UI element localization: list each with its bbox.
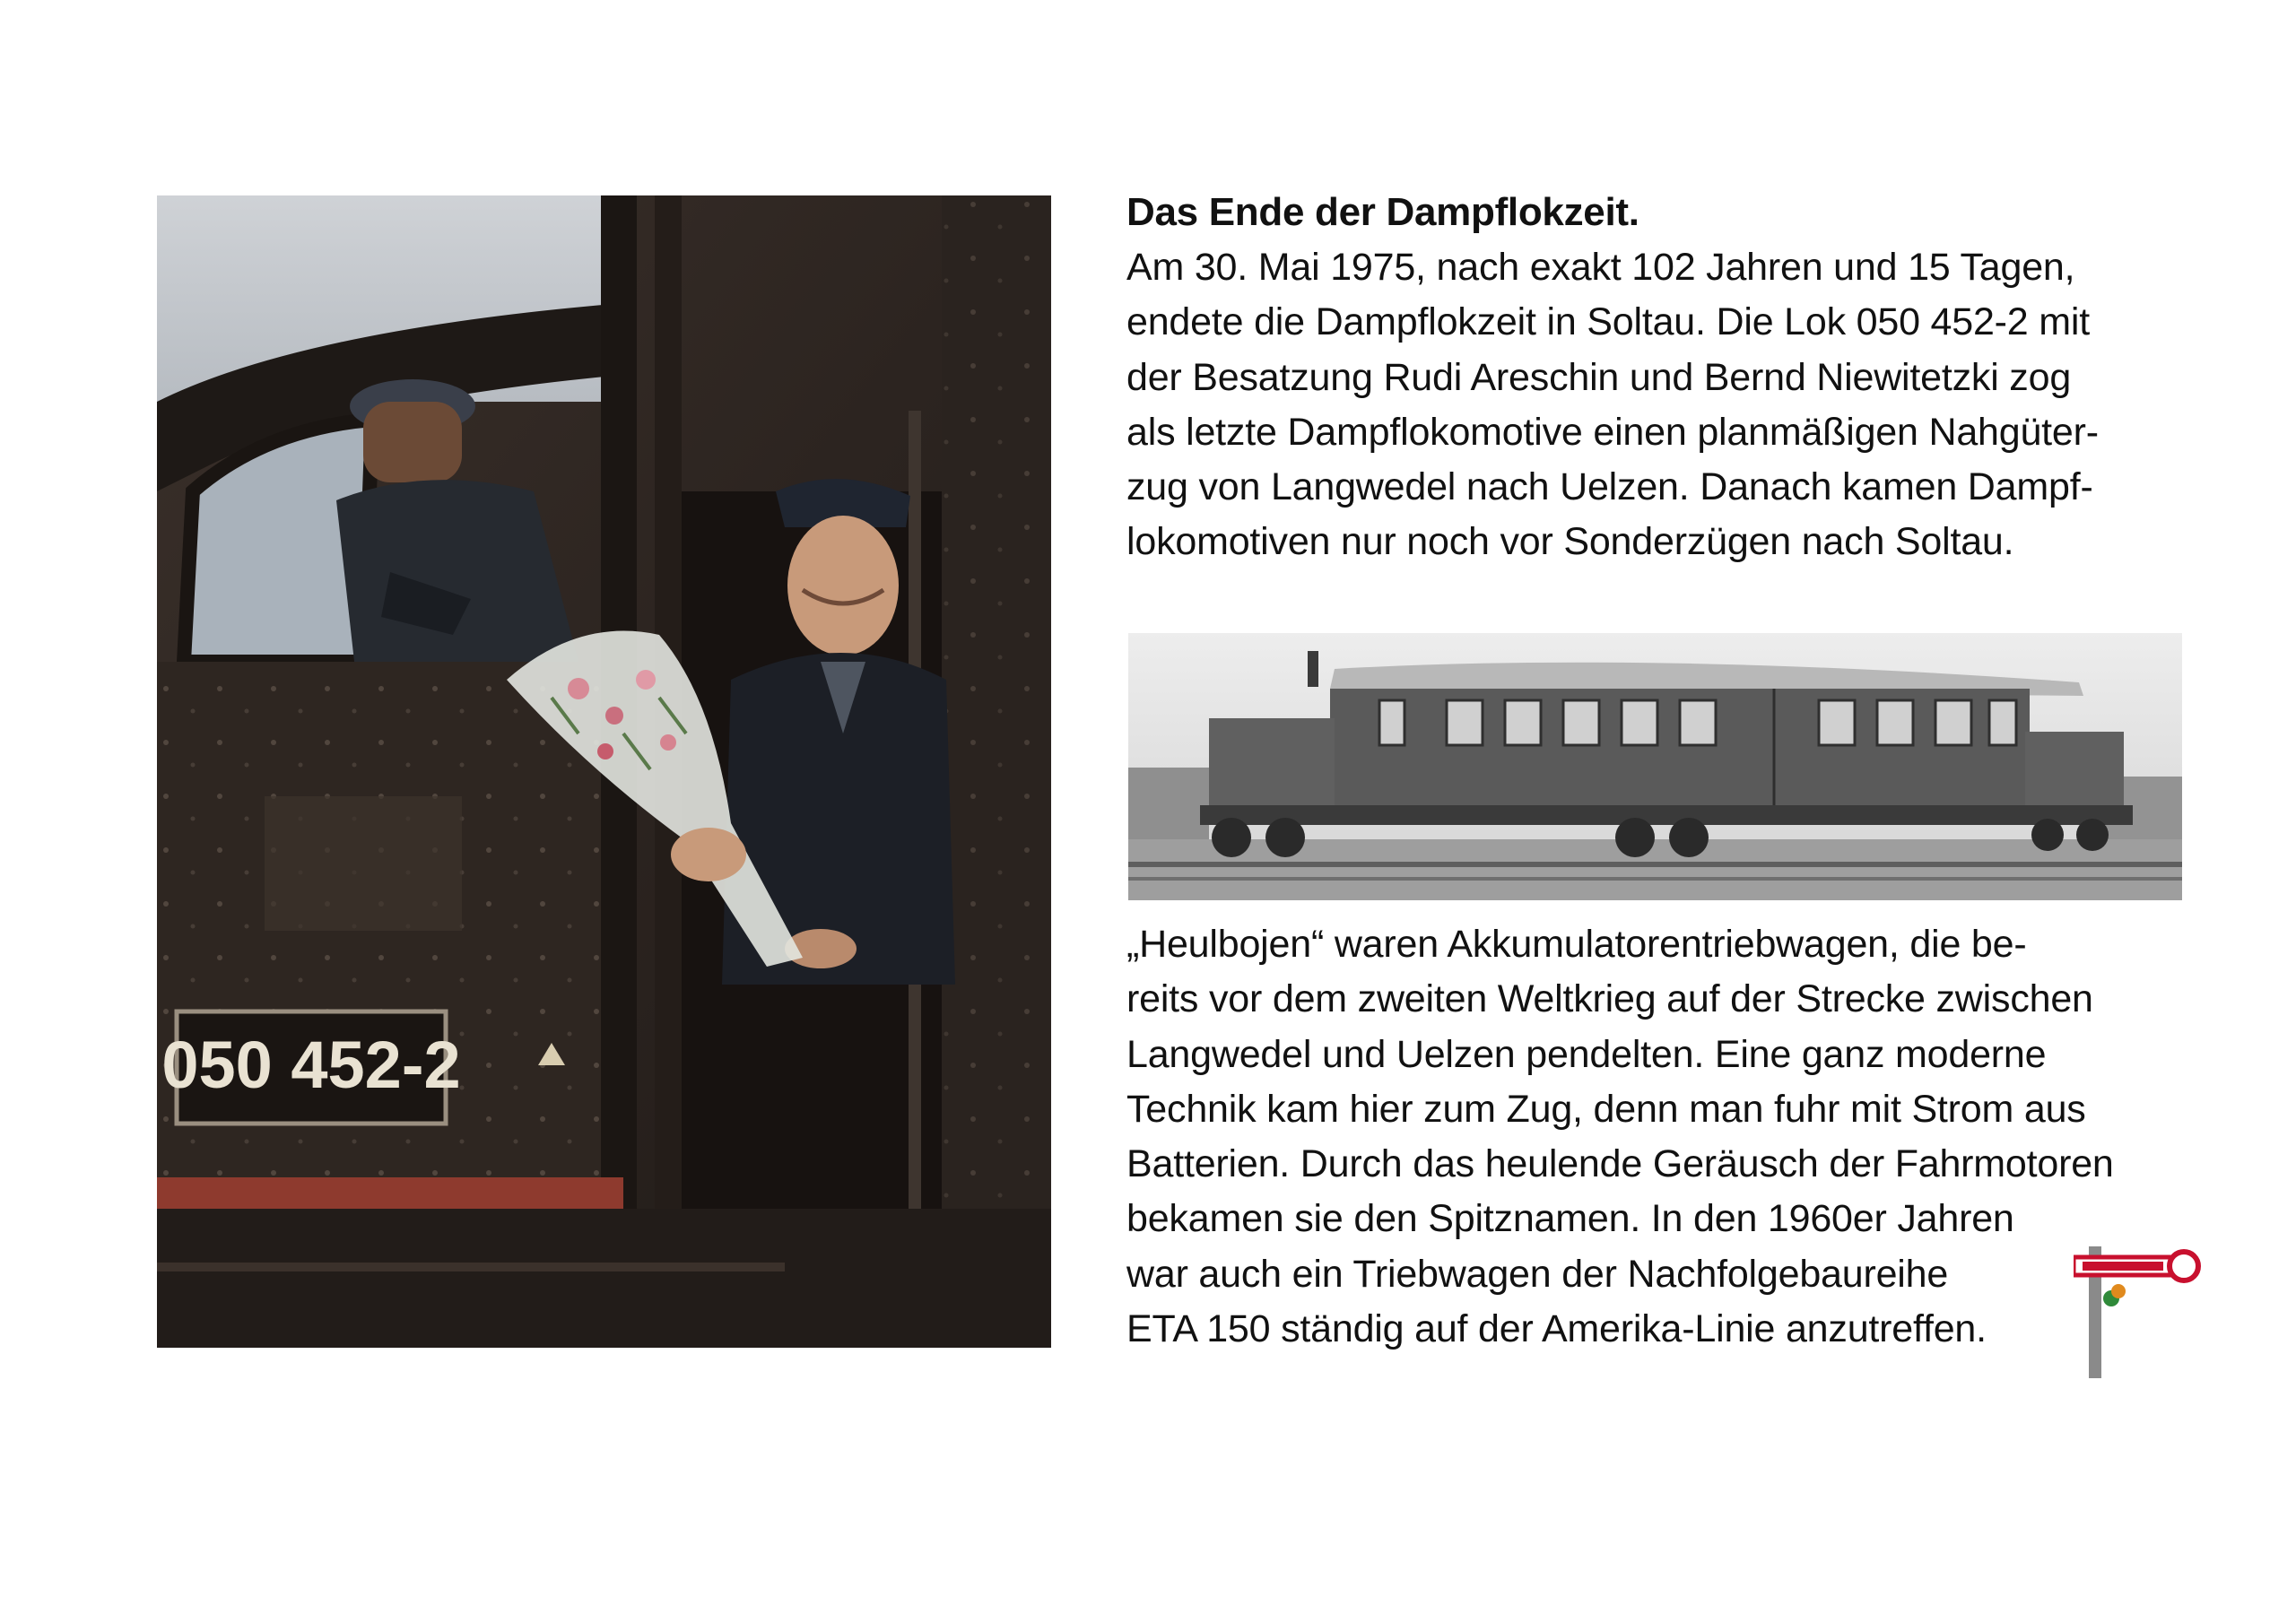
- railcar-illustration: [1128, 633, 2182, 900]
- text-line: zug von Langwedel nach Uelzen. Danach kamen Dampf-: [1126, 465, 2093, 509]
- text-line: Batterien. Durch das heulende Geräusch der Fahrmotoren: [1126, 1142, 2114, 1186]
- section-heading: Das Ende der Dampflokzeit.: [1126, 190, 1639, 234]
- locomotive-photo: [157, 195, 1051, 1348]
- locomotive-illustration: [157, 195, 1051, 1348]
- paragraph-heulbojen: [1126, 917, 2114, 1357]
- text-line: „Heulbojen“ waren Akkumulatorentriebwagen, die be-: [1126, 923, 2027, 966]
- number-plate: 050 452-2: [161, 1028, 461, 1102]
- text-line: ETA 150 ständig auf der Amerika-Linie anzutreffen.: [1126, 1307, 1987, 1351]
- text-line: bekamen sie den Spitznamen. In den 1960er Jahren: [1126, 1197, 2014, 1241]
- text-line: war auch ein Triebwagen der Nachfolgebaureihe: [1126, 1252, 1949, 1296]
- text-line: Technik kam hier zum Zug, denn man fuhr mit Strom aus: [1126, 1087, 2086, 1131]
- railcar-photo: [1128, 633, 2182, 900]
- text-line: Am 30. Mai 1975, nach exakt 102 Jahren und 15 Tagen,: [1126, 246, 2075, 289]
- text-line: endete die Dampflokzeit in Soltau. Die Lok 050 452-2 mit: [1126, 300, 2090, 344]
- text-line: der Besatzung Rudi Areschin und Bernd Niewitetzki zog: [1126, 355, 2072, 399]
- paragraph-steam-end: [1126, 240, 2099, 570]
- text-line: lokomotiven nur noch vor Sonderzügen nach Soltau.: [1126, 520, 2014, 564]
- text-line: reits vor dem zweiten Weltkrieg auf der Strecke zwischen: [1126, 977, 2093, 1021]
- text-line: als letzte Dampflokomotive einen planmäßigen Nahgüter-: [1126, 410, 2099, 454]
- text-line: Langwedel und Uelzen pendelten. Eine ganz moderne: [1126, 1032, 2047, 1076]
- railway-signal-icon: [2074, 1230, 2208, 1378]
